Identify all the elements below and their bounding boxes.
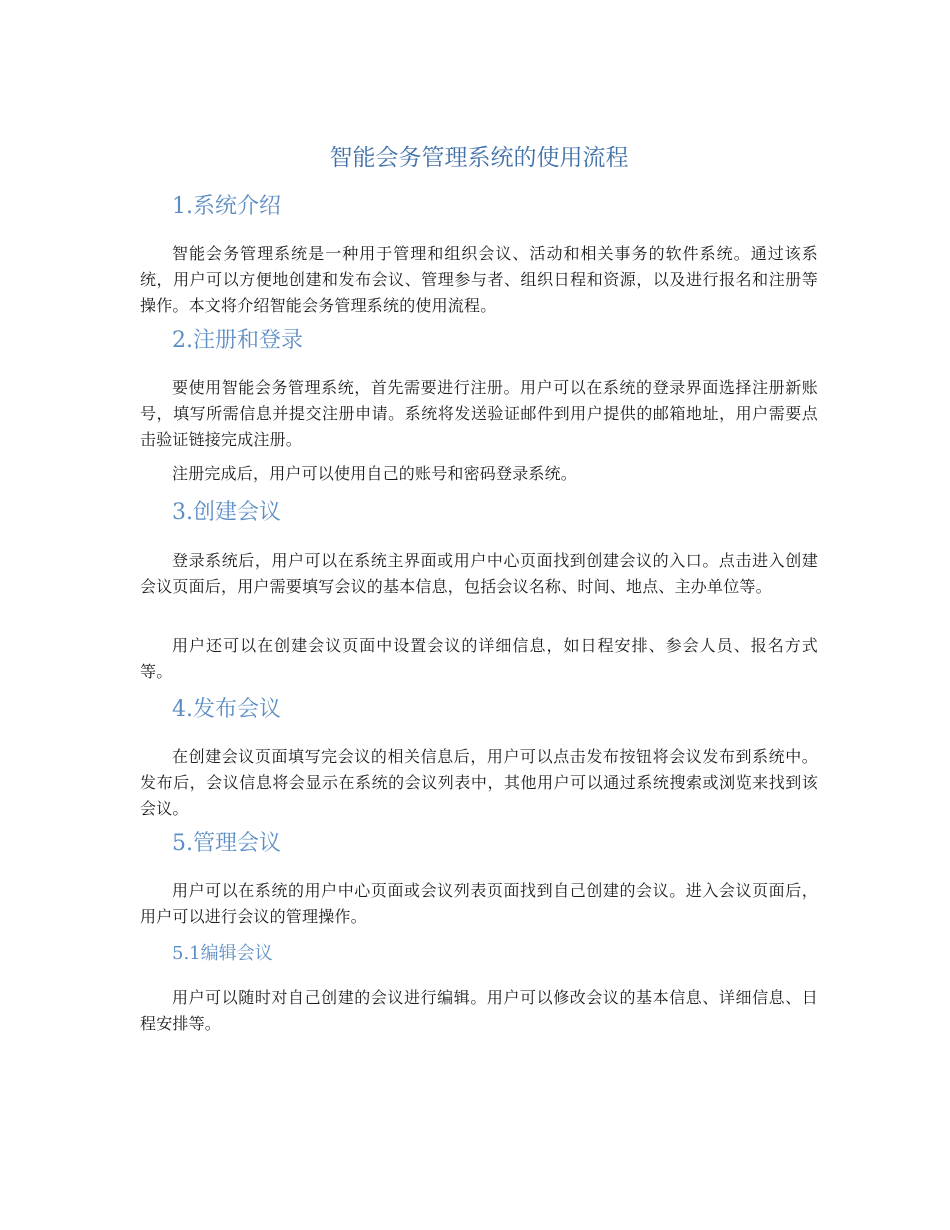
section-heading-register: 2.注册和登录 [172,328,303,353]
paragraph-edit: 用户可以随时对自己创建的会议进行编辑。用户可以修改会议的基本信息、详细信息、日程安排等。 [140,988,818,1033]
document-title: 智能会务管理系统的使用流程 [329,145,629,171]
section-heading-publish: 4.发布会议 [172,697,281,722]
paragraph-manage: 用户可以在系统的用户中心页面或会议列表页面找到自己创建的会议。进入会议页面后，用户可以进行会议的管理操作。 [140,881,818,926]
section-heading-create: 3.创建会议 [172,500,281,525]
subsection-heading-edit: 5.1编辑会议 [172,943,273,964]
paragraph-create-2: 用户还可以在创建会议页面中设置会议的详细信息，如日程安排、参会人员、报名方式等。 [140,636,818,681]
paragraph-create-1: 登录系统后，用户可以在系统主界面或用户中心页面找到创建会议的入口。点击进入创建会议页面后，用户需要填写会议的基本信息，包括会议名称、时间、地点、主办单位等。 [140,551,818,596]
paragraph-intro: 智能会务管理系统是一种用于管理和组织会议、活动和相关事务的软件系统。通过该系统，用户可以方便地创建和发布会议、管理参与者、组织日程和资源，以及进行报名和注册等操作。本文将介绍智能会务管理系统的使用流程。 [140,244,818,315]
paragraph-publish: 在创建会议页面填写完会议的相关信息后，用户可以点击发布按钮将会议发布到系统中。发布后，会议信息将会显示在系统的会议列表中，其他用户可以通过系统搜索或浏览来找到该会议。 [140,747,818,818]
paragraph-register-1: 要使用智能会务管理系统，首先需要进行注册。用户可以在系统的登录界面选择注册新账号，填写所需信息并提交注册申请。系统将发送验证邮件到用户提供的邮箱地址，用户需要点击验证链接完成注册。 [140,378,818,449]
section-heading-intro: 1.系统介绍 [172,194,281,219]
section-heading-manage: 5.管理会议 [172,831,281,856]
paragraph-register-2: 注册完成后，用户可以使用自己的账号和密码登录系统。 [172,464,578,483]
